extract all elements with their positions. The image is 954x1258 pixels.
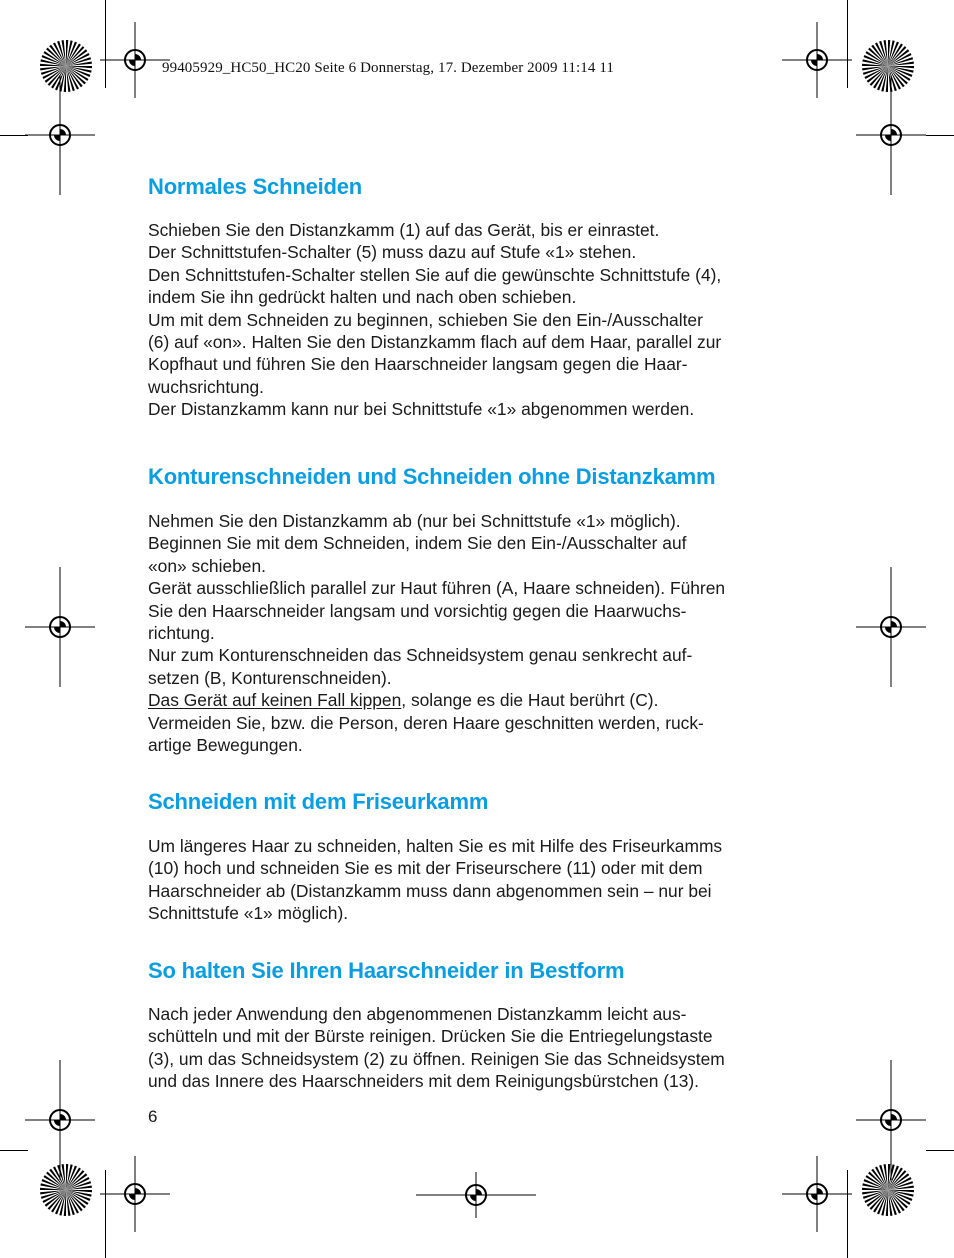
section-title: So halten Sie Ihren Haarschneider in Bestform	[148, 958, 625, 983]
registration-crosshair-icon	[100, 22, 170, 98]
registration-crosshair-icon	[100, 1156, 170, 1232]
starburst-ray	[64, 1190, 66, 1216]
print-header: 99405929_HC50_HC20 Seite 6 Donnerstag, 17. Dezember 2009 11:14 11	[162, 60, 614, 76]
text-line: artige Bewegungen.	[148, 735, 303, 756]
section-body	[148, 835, 808, 925]
crop-line	[0, 1150, 28, 1151]
text-line: Beginnen Sie mit dem Schneiden, indem Sie den Ein-/Ausschalter auf	[148, 533, 687, 554]
starburst-ray	[66, 66, 92, 68]
underlined-warning: Das Gerät auf keinen Fall kippen	[148, 690, 402, 711]
starburst-ray	[66, 1190, 92, 1192]
text-line: Um längeres Haar zu schneiden, halten Sie es mit Hilfe des Friseurkamms	[148, 836, 723, 856]
registration-crosshair-icon	[856, 567, 926, 687]
registration-crosshair-icon	[25, 567, 95, 687]
text-line: richtung.	[148, 623, 215, 644]
text-line: setzen (B, Konturenschneiden).	[148, 667, 392, 688]
text-line: Um mit dem Schneiden zu beginnen, schieben Sie den Ein-/Ausschalter	[148, 309, 703, 330]
section-body	[148, 510, 808, 756]
text-line: Sie den Haarschneider langsam und vorsichtig gegen die Haarwuchs-	[148, 600, 687, 621]
registration-crosshair-icon	[25, 1060, 95, 1180]
starburst-ray	[862, 64, 888, 66]
text-line: Der Schnittstufen-Schalter (5) muss dazu auf Stufe «1» stehen.	[148, 242, 637, 263]
starburst-ray	[66, 1164, 68, 1190]
text-line: Schnittstufe «1» möglich).	[148, 903, 349, 924]
starburst-ray	[886, 66, 888, 92]
text-line: und das Innere des Haarschneiders mit dem Reinigungsbürstchen (13).	[148, 1071, 700, 1092]
section-body	[148, 219, 808, 421]
text-line: «on» schieben.	[148, 555, 266, 576]
starburst-ray	[888, 40, 890, 66]
starburst-registration-icon	[40, 40, 92, 92]
text-line: (6) auf «on». Halten Sie den Distanzkamm flach auf dem Haar, parallel zur	[148, 332, 722, 353]
starburst-ray	[888, 66, 914, 68]
warning-line	[148, 689, 808, 711]
crop-line	[926, 135, 954, 136]
starburst-ray	[40, 64, 66, 66]
registration-crosshair-icon	[782, 1156, 852, 1232]
starburst-ray	[66, 40, 68, 66]
section-title: Normales Schneiden	[148, 174, 363, 199]
text-line: (10) hoch und schneiden Sie es mit der Friseurschere (11) oder mit dem	[148, 858, 703, 879]
section-title: Konturenschneiden und Schneiden ohne Distanzkamm	[148, 464, 716, 489]
text-line: Schieben Sie den Distanzkamm (1) auf das Gerät, bis er einrastet.	[148, 220, 660, 240]
warning-continuation: , solange es die Haut berührt (C).	[401, 690, 659, 711]
crop-line	[926, 1150, 954, 1151]
text-line: Nur zum Konturenschneiden das Schneidsystem genau senkrecht auf-	[148, 645, 693, 666]
text-line: Gerät ausschließlich parallel zur Haut führen (A, Haare schneiden). Führen	[148, 578, 726, 599]
registration-crosshair-icon	[782, 22, 852, 98]
text-line: Den Schnittstufen-Schalter stellen Sie auf die gewünschte Schnittstufe (4),	[148, 264, 722, 285]
text-line: Vermeiden Sie, bzw. die Person, deren Haare geschnitten werden, ruck-	[148, 712, 704, 733]
registration-crosshair-icon	[416, 1172, 536, 1218]
page-number: 6	[148, 1107, 158, 1126]
section-body	[148, 1003, 808, 1093]
starburst-registration-icon	[862, 40, 914, 92]
text-line: wuchsrichtung.	[148, 376, 264, 397]
registration-crosshair-icon	[25, 75, 95, 195]
starburst-registration-icon	[40, 1164, 92, 1216]
text-line: Kopfhaut und führen Sie den Haarschneider langsam gegen die Haar-	[148, 354, 688, 375]
starburst-ray	[862, 1188, 888, 1190]
text-line: Der Distanzkamm kann nur bei Schnittstufe «1» abgenommen werden.	[148, 399, 695, 420]
section-title: Schneiden mit dem Friseurkamm	[148, 789, 489, 814]
text-line: (3), um das Schneidsystem (2) zu öffnen. Reinigen Sie das Schneidsystem	[148, 1048, 725, 1069]
starburst-ray	[40, 1188, 66, 1190]
starburst-ray	[886, 1190, 888, 1216]
starburst-ray	[888, 1164, 890, 1190]
text-line: Nehmen Sie den Distanzkamm ab (nur bei Schnittstufe «1» möglich).	[148, 511, 681, 531]
text-line: Nach jeder Anwendung den abgenommenen Distanzkamm leicht aus-	[148, 1004, 687, 1024]
text-line: schütteln und mit der Bürste reinigen. Drücken Sie die Entriegelungstaste	[148, 1026, 713, 1047]
crop-line	[0, 135, 28, 136]
text-line: indem Sie ihn gedrückt halten und nach oben schieben.	[148, 287, 577, 308]
starburst-registration-icon	[862, 1164, 914, 1216]
registration-crosshair-icon	[856, 1060, 926, 1180]
registration-crosshair-icon	[856, 75, 926, 195]
text-line: Haarschneider ab (Distanzkamm muss dann abgenommen sein – nur bei	[148, 880, 712, 901]
starburst-ray	[64, 66, 66, 92]
starburst-ray	[888, 1190, 914, 1192]
